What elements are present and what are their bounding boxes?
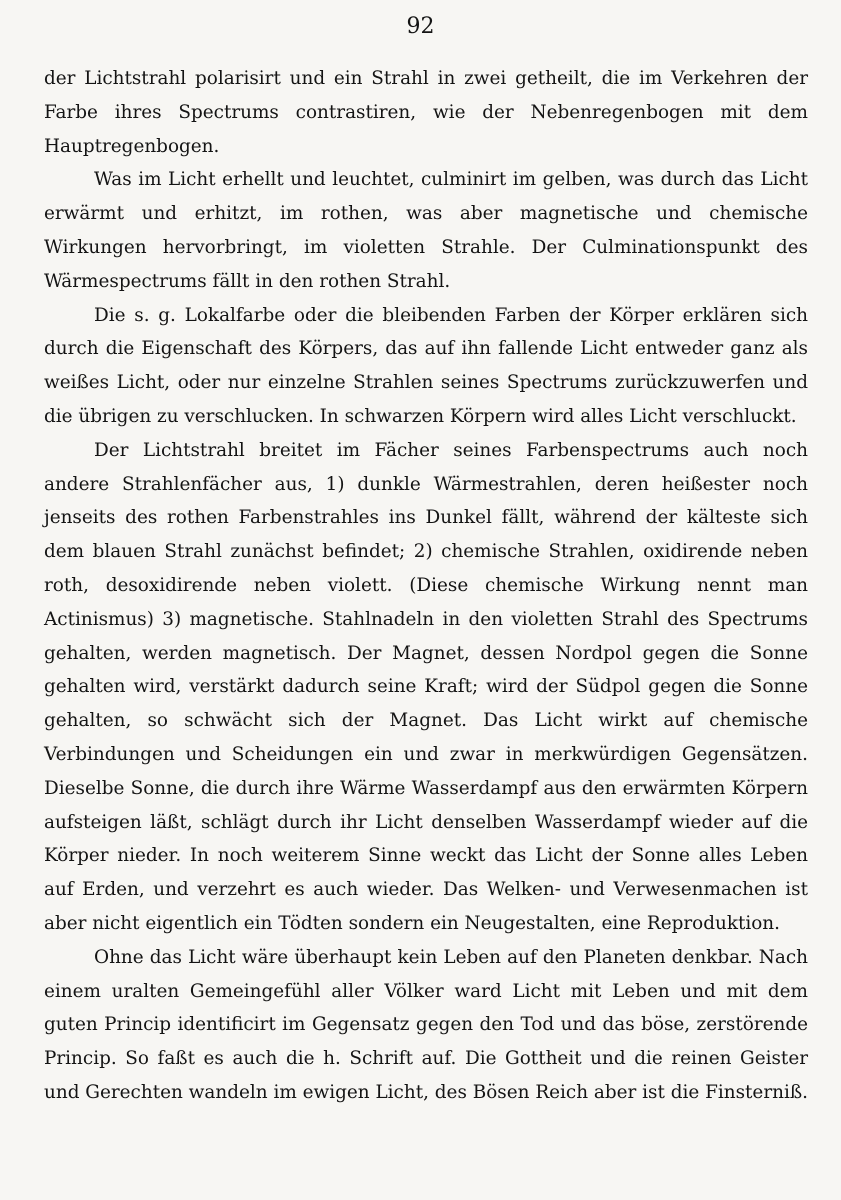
paragraph-5: Ohne das Licht wäre überhaupt kein Leben auf den Planeten denkbar. Nach einem uralten Gemeingefühl aller Völker ward Licht mit Leben und mit dem guten Princip identificirt im Gegensatz gegen den Tod und das böse, zerstörende Princip. So faßt es auch die h. Schrift auf. Die Gottheit und die reinen Geister und Gerechten wandeln im ewigen Licht, des Bösen Reich aber ist die Finsterniß. bbox=[44, 946, 808, 1103]
paragraph-1: der Lichtstrahl polarisirt und ein Strahl in zwei getheilt, die im Verkehren der Farbe ihres Spectrums contrastiren, wie der Nebenregenbogen mit dem Hauptregenbogen. bbox=[44, 68, 808, 157]
paragraph-3: Die s. g. Lokalfarbe oder die bleibenden Farben der Körper erklären sich durch die Eigenschaft des Körpers, das auf ihn fallende Licht entweder ganz als weißes Licht, oder nur einzelne Strahlen seines Spectrums zurückzuwerfen und die übrigen zu verschlucken. In schwarzen Körpern wird alles Licht verschluckt. bbox=[44, 304, 808, 427]
paragraph-4: Der Lichtstrahl breitet im Fächer seines Farbenspectrums auch noch andere Strahlenfächer aus, 1) dunkle Wärmestrahlen, deren heißester noch jenseits des rothen Farbenstrahles ins Dunkel fällt, während der kälteste sich dem blauen Strahl zunächst befindet; 2) chemische Strahlen, oxidirende neben roth, desoxidirende neben violett. (Diese chemische Wirkung nennt man Actinismus) 3) magnetische. Stahlnadeln in den violetten Strahl des Spectrums gehalten, werden magnetisch. Der Magnet, dessen Nordpol gegen die Sonne gehalten wird, verstärkt dadurch seine Kraft; wird der Südpol gegen die Sonne gehalten, so schwächt sich der Magnet. Das Licht wirkt auf chemische Verbindungen und Scheidungen ein und zwar in merkwürdigen Gegensätzen. Dieselbe Sonne, die durch ihre Wärme Wasserdampf aus den erwärmten Körpern aufsteigen läßt, schlägt durch ihr Licht denselben Wasserdampf wieder auf die Körper nieder. In noch weiterem Sinne weckt das Licht der Sonne alles Leben auf Erden, und verzehrt es auch wieder. Das Welken- und Verwesenmachen ist aber nicht eigentlich ein Tödten sondern ein Neugestalten, eine Reproduktion. bbox=[44, 439, 808, 934]
body-text bbox=[44, 62, 808, 1110]
page-number: 92 bbox=[406, 14, 435, 39]
paragraph-2: Was im Licht erhellt und leuchtet, culminirt im gelben, was durch das Licht erwärmt und erhitzt, im rothen, was aber magnetische und chemische Wirkungen hervorbringt, im violetten Strahle. Der Culminationspunkt des Wärmespectrums fällt in den rothen Strahl. bbox=[44, 169, 808, 292]
